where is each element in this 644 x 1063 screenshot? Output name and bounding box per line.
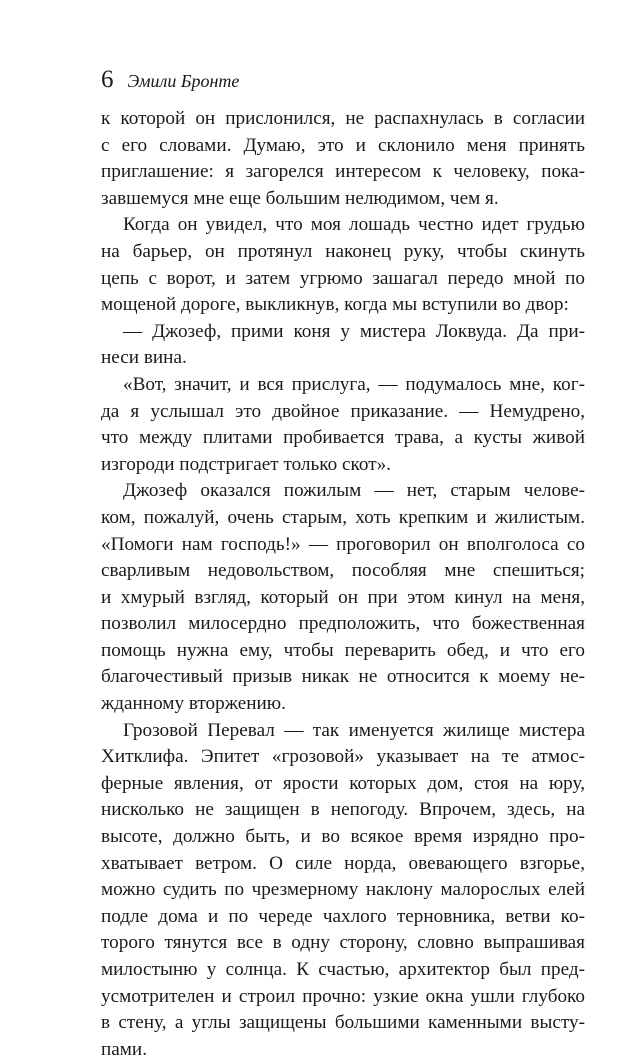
text-line: подле дома и по череде чахлого терновника, ветви ко- — [101, 905, 585, 927]
text-line: ком, пожалуй, очень старым, хоть крепким и жилистым. — [101, 506, 585, 528]
text-line: и хмурый взгляд, который он при этом кинул на меня, — [101, 586, 585, 608]
text-line: цепь с ворот, и затем угрюмо зашагал передо мной по — [101, 267, 585, 289]
text-line: можно судить по чрезмерному наклону малорослых елей — [101, 879, 585, 901]
text-line: мощеной дороге, выкликнув, когда мы вступили во двор: — [101, 294, 569, 316]
running-head-author: Эмили Бронте — [127, 71, 240, 91]
text-line: к которой он прислонился, не распахнулась в согласии — [101, 108, 585, 129]
text-line: помощь нужна ему, чтобы переварить обед, и что его — [101, 639, 585, 661]
text-line: пами. — [101, 1038, 147, 1060]
text-line: хватывает ветром. О силе норда, овевающего взгорье, — [101, 852, 585, 874]
text-line: ферные явления, от ярости которых дом, стоя на юру, — [101, 772, 585, 794]
text-line: изгороди подстригает только скот». — [101, 453, 391, 475]
text-line: Грозовой Перевал — так именуется жилище мистера — [123, 719, 585, 741]
text-line: «Помоги нам господь!» — проговорил он вполголоса со — [101, 533, 585, 555]
text-line: в стену, а углы защищены большими каменными высту- — [101, 1012, 585, 1034]
text-line: с его словами. Думаю, это и склонило меня принять — [101, 134, 585, 156]
text-line: приглашение: я загорелся интересом к человеку, пока- — [101, 161, 585, 183]
text-line: на барьер, он протянул наконец руку, чтобы скинуть — [101, 240, 585, 262]
text-line: да я услышал это двойное приказание. — Немудрено, — [101, 400, 585, 422]
text-line: позволил милосердно предположить, что божественная — [101, 613, 585, 635]
body-text — [101, 106, 585, 1063]
text-line: Хитклифа. Эпитет «грозовой» указывает на те атмос- — [101, 746, 585, 768]
text-line: сварливым недовольством, пособляя мне спешиться; — [101, 560, 585, 582]
text-line: Когда он увидел, что моя лошадь честно идет грудью — [123, 214, 585, 236]
text-line: благочестивый призыв никак не относится к моему не- — [101, 666, 585, 688]
text-line: усмотрителен и строил прочно: узкие окна ушли глубоко — [101, 985, 585, 1007]
text-line: — Джозеф, прими коня у мистера Локвуда. Да при- — [123, 320, 585, 342]
text-line: что между плитами пробивается трава, а кусты живой — [101, 427, 585, 449]
text-line: неси вина. — [101, 347, 187, 369]
text-line: «Вот, значит, и вся прислуга, — подумалось мне, ког- — [123, 373, 585, 395]
running-head — [101, 66, 239, 96]
text-line: завшемуся мне еще большим нелюдимом, чем я. — [101, 187, 499, 209]
page-number: 6 — [101, 66, 114, 93]
text-line: торого тянутся все в одну сторону, словно выпрашивая — [101, 932, 585, 954]
text-line: высоте, должно быть, и во всякое время изрядно про- — [101, 826, 585, 848]
text-line: жданному вторжению. — [101, 693, 286, 715]
text-line: Джозеф оказался пожилым — нет, старым челове- — [123, 480, 585, 502]
text-line: милостыню у солнца. К счастью, архитектор был пред- — [101, 959, 585, 980]
text-line: нисколько не защищен в непогоду. Впрочем, здесь, на — [101, 799, 585, 821]
